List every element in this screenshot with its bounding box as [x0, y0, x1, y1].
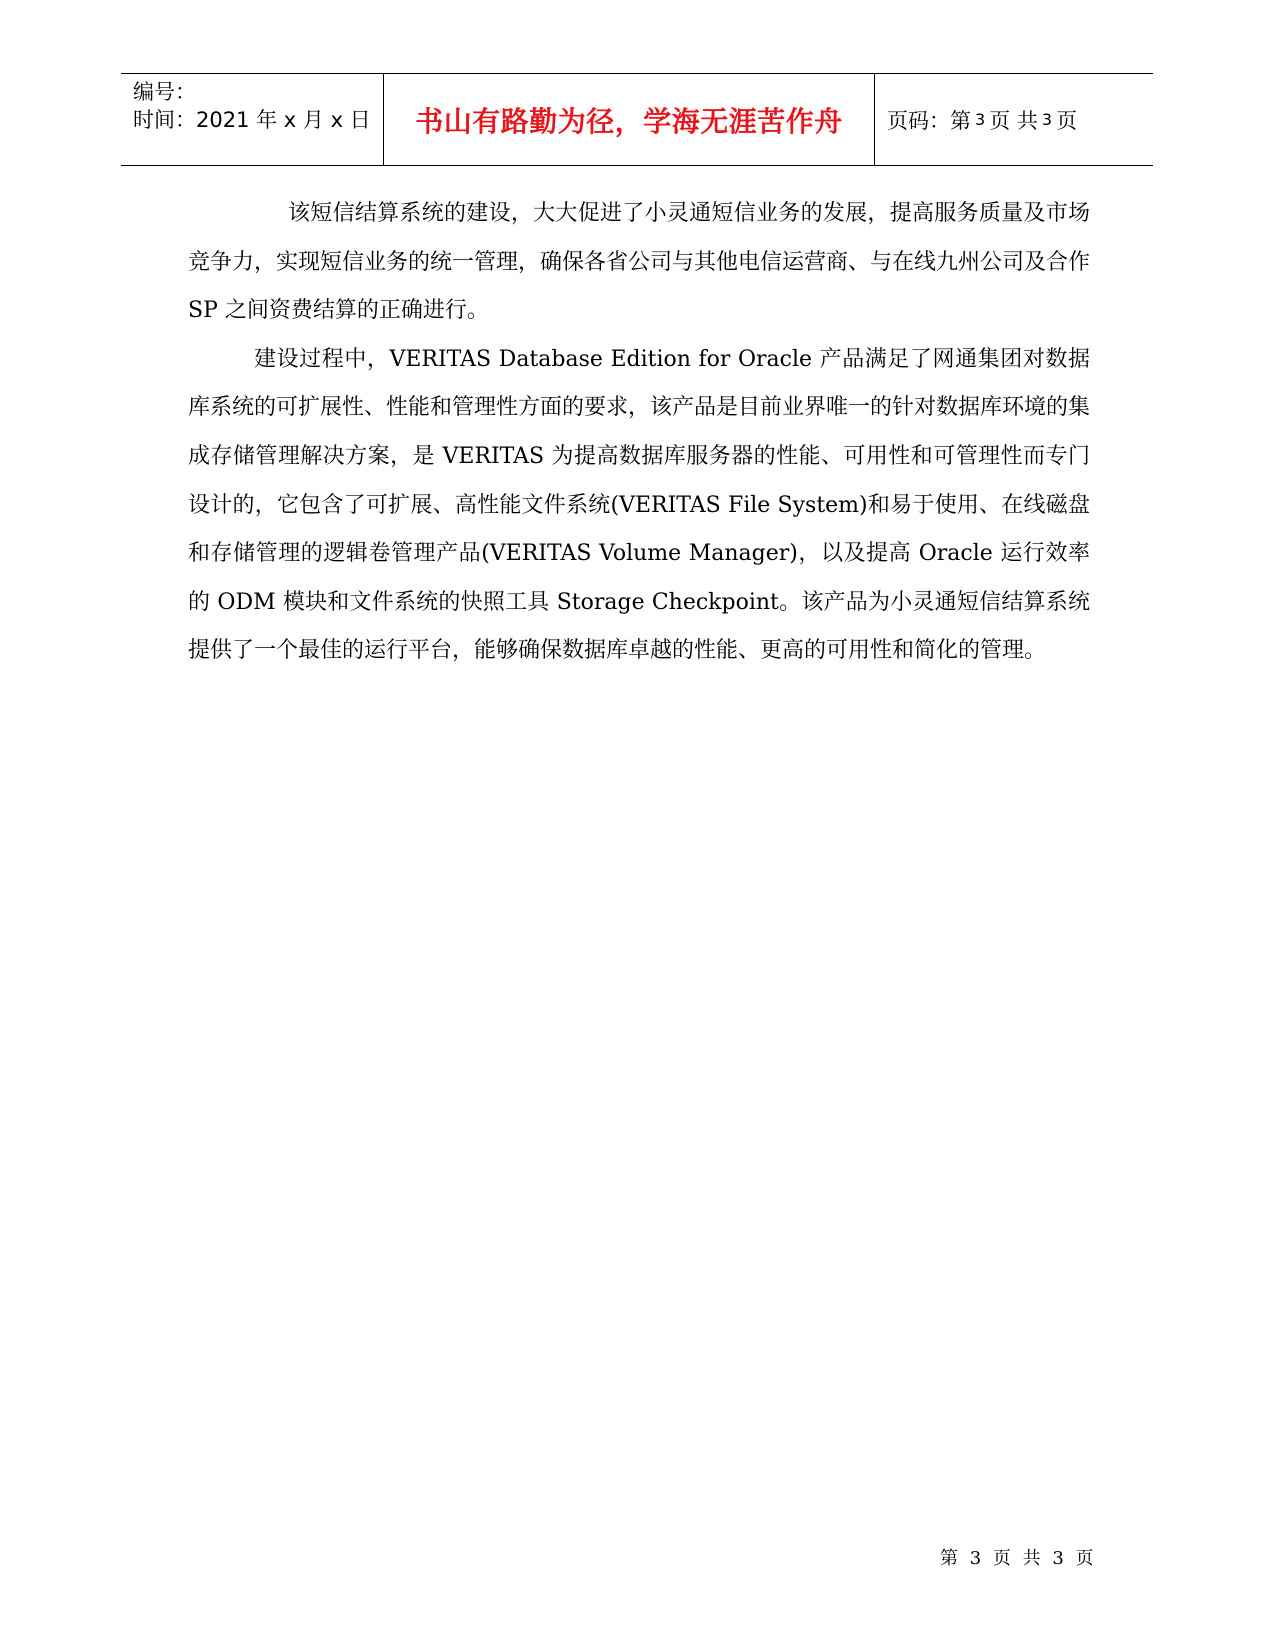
paragraph-2: 建设过程中，VERITAS Database Edition for Oracle 产品满足了网通集团对数据库系统的可扩展性、性能和管理性方面的要求，该产品是目前业界唯一的针对数据库环境的集成存储管理解决方案，是 VERITAS 为提高数据库服务器的性能、可用性和可管理性而专门设计的，它包含了可扩展、高性能文件系统(VERITAS File System)和易于使用、在线磁盘和存储管理的逻辑卷管理产品(VERITAS Volume Manager)，以及提高 Oracle 运行效率的 ODM 模块和文件系统的快照工具 Storage Checkpoint。该产品为小灵通短信结算系统提供了一个最佳的运行平台，能够确保数据库卓越的性能、更高的可用性和简化的管理。: [188, 346, 1091, 664]
header-page-cell: [875, 74, 1153, 165]
header-table: [121, 73, 1153, 166]
page-footer: 第 3 页 共 3 页: [940, 1548, 1094, 1569]
page-current: 3: [975, 110, 986, 129]
header-motto-cell: [384, 74, 875, 165]
document-body: [188, 190, 1090, 676]
header-meta-cell: [121, 74, 384, 165]
page-suffix: 页: [1056, 108, 1078, 133]
page-total: 3: [1041, 110, 1053, 129]
paragraph-1: 该短信结算系统的建设，大大促进了小灵通短信业务的发展，提高服务质量及市场竞争力，实现短信业务的统一管理，确保各省公司与其他电信运营商、与在线九州公司及合作 SP 之间资费结算的正确进行。: [188, 201, 1091, 324]
page-prefix: 页码：第: [887, 108, 971, 133]
page-middle: 页 共: [989, 108, 1038, 133]
serial-label: 编号：: [133, 80, 196, 104]
time-label: 时间：2021 年 x 月 x 日: [133, 108, 371, 132]
motto: 书山有路勤为径，学海无涯苦作舟: [415, 104, 843, 138]
